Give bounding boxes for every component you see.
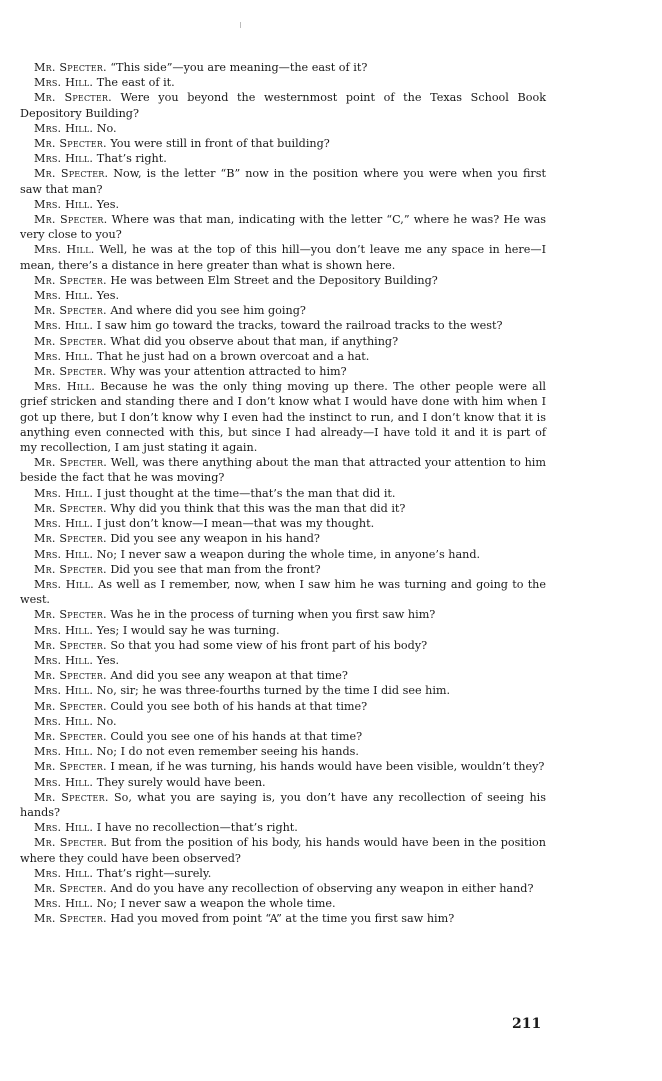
testimony-paragraph xyxy=(20,881,546,896)
speaker-text: No; I never saw a weapon the whole time. xyxy=(96,897,336,911)
speaker-text: Had you moved from point “A” at the time you first saw him? xyxy=(110,912,455,926)
speaker-label: Mr. Specter. xyxy=(34,273,107,287)
testimony-paragraph xyxy=(20,531,546,546)
speaker-label: Mr. Specter. xyxy=(34,638,107,652)
speaker-text: No. xyxy=(96,121,117,135)
speaker-label: Mr. Specter. xyxy=(34,836,108,850)
testimony-paragraph xyxy=(20,60,546,75)
speaker-text: And did you see any weapon at that time? xyxy=(110,669,348,683)
speaker-text: Well, he was at the top of this hill—you don’t leave me any space in here—I mean, there’s a distance in here greater than what is shown here. xyxy=(20,243,546,272)
speaker-label: Mr. Specter. xyxy=(34,790,109,804)
speaker-text: As well as I remember, now, when I saw him he was turning and going to the west. xyxy=(20,577,547,607)
speaker-label: Mr. Specter. xyxy=(34,912,107,926)
speaker-label: Mrs. Hill. xyxy=(34,577,94,591)
speaker-label: Mrs. Hill. xyxy=(34,623,94,637)
speaker-text: Now, is the letter “B” now in the position where you were when you first saw that man? xyxy=(20,167,546,196)
speaker-label: Mrs. Hill. xyxy=(34,289,94,303)
testimony-paragraph xyxy=(20,699,546,714)
testimony-paragraph xyxy=(20,607,546,622)
speaker-text: Yes. xyxy=(96,653,120,667)
speaker-text: I saw him go toward the tracks, toward the railroad tracks to the west? xyxy=(96,319,503,333)
speaker-text: And do you have any recollection of observing any weapon in either hand? xyxy=(110,881,534,895)
speaker-text: No, sir; he was three-fourths turned by the time I did see him. xyxy=(96,684,451,698)
speaker-text: Could you see one of his hands at that time? xyxy=(110,729,363,743)
speaker-label: Mrs. Hill. xyxy=(34,745,94,759)
speaker-text: I just don’t know—I mean—that was my thought. xyxy=(96,517,375,531)
speaker-label: Mrs. Hill. xyxy=(34,866,94,880)
speaker-text: They surely would have been. xyxy=(96,775,266,789)
speaker-text: Yes; I would say he was turning. xyxy=(96,623,280,637)
testimony-paragraph xyxy=(20,121,546,136)
speaker-label: Mr. Specter. xyxy=(34,167,109,181)
speaker-text: No. xyxy=(96,714,117,728)
speaker-text: Did you see any weapon in his hand? xyxy=(110,532,320,546)
testimony-paragraph xyxy=(20,516,546,531)
page-number: 211 xyxy=(512,1016,542,1032)
speaker-text: Yes. xyxy=(96,197,120,211)
testimony-paragraph xyxy=(20,151,546,166)
speaker-text: I just thought at the time—that’s the man that did it. xyxy=(96,486,396,500)
speaker-label: Mrs. Hill. xyxy=(34,653,94,667)
testimony-paragraph xyxy=(20,303,546,318)
testimony-paragraph xyxy=(20,775,546,790)
speaker-label: Mr. Specter. xyxy=(34,562,107,576)
testimony-paragraph xyxy=(20,835,546,865)
testimony-paragraph xyxy=(20,334,546,349)
speaker-text: Did you see that man from the front? xyxy=(110,562,321,576)
speaker-label: Mr. Specter. xyxy=(34,456,107,470)
testimony-paragraph xyxy=(20,638,546,653)
testimony-paragraph xyxy=(20,318,546,333)
speaker-label: Mr. Specter. xyxy=(34,532,107,546)
speaker-label: Mrs. Hill. xyxy=(34,197,94,211)
speaker-text: Well, was there anything about the man that attracted your attention to him beside the fact that he was moving? xyxy=(20,456,546,485)
speaker-text: The east of it. xyxy=(96,76,175,90)
speaker-label: Mrs. Hill. xyxy=(34,319,94,333)
testimony-paragraph xyxy=(20,166,546,196)
speaker-label: Mr. Specter. xyxy=(34,729,107,743)
testimony-paragraph xyxy=(20,714,546,729)
testimony-paragraph xyxy=(20,288,546,303)
speaker-text: He was between Elm Street and the Depository Building? xyxy=(110,273,438,287)
speaker-label: Mrs. Hill. xyxy=(34,897,94,911)
speaker-text: What did you observe about that man, if anything? xyxy=(110,334,399,348)
speaker-text: That’s right—surely. xyxy=(96,866,212,880)
speaker-text: Yes. xyxy=(96,289,120,303)
speaker-text: No; I do not even remember seeing his hands. xyxy=(96,745,359,759)
speaker-label: Mr. Specter. xyxy=(34,334,107,348)
speaker-label: Mrs. Hill. xyxy=(34,152,94,166)
speaker-text: And where did you see him going? xyxy=(110,304,306,318)
speaker-label: Mrs. Hill. xyxy=(34,121,94,135)
speaker-label: Mr. Specter. xyxy=(34,365,107,379)
speaker-label: Mr. Specter. xyxy=(34,760,107,774)
speaker-label: Mrs. Hill. xyxy=(34,486,94,500)
speaker-text: Could you see both of his hands at that time? xyxy=(110,699,368,713)
speaker-label: Mrs. Hill. xyxy=(34,775,94,789)
speaker-label: Mrs. Hill. xyxy=(34,547,94,561)
testimony-paragraph xyxy=(20,455,546,485)
speaker-text: I mean, if he was turning, his hands would have been visible, wouldn’t they? xyxy=(110,760,545,774)
speaker-label: Mrs. Hill. xyxy=(34,517,94,531)
testimony-paragraph xyxy=(20,90,546,120)
testimony-paragraph xyxy=(20,820,546,835)
speaker-text: I have no recollection—that’s right. xyxy=(96,821,298,835)
speaker-text: “This side”—you are meaning—the east of it? xyxy=(110,61,368,74)
speaker-label: Mrs. Hill. xyxy=(34,684,94,698)
testimony-paragraph xyxy=(20,623,546,638)
testimony-paragraph xyxy=(20,896,546,911)
speaker-label: Mrs. Hill. xyxy=(34,349,94,363)
testimony-paragraph xyxy=(20,212,546,242)
speaker-text: No; I never saw a weapon during the whole time, in anyone’s hand. xyxy=(96,547,481,561)
speaker-label: Mrs. Hill. xyxy=(34,76,94,90)
speaker-text: But from the position of his body, his hands would have been in the position where they could have been observed? xyxy=(20,836,547,865)
speaker-text: So that you had some view of his front part of his body? xyxy=(110,638,428,652)
testimony-paragraph xyxy=(20,197,546,212)
testimony-paragraph xyxy=(20,683,546,698)
speaker-text: Was he in the process of turning when you first saw him? xyxy=(110,608,436,622)
speaker-label: Mr. Specter. xyxy=(34,881,107,895)
testimony-paragraph xyxy=(20,379,546,455)
testimony-paragraph xyxy=(20,75,546,90)
speaker-text: Were you beyond the westernmost point of the Texas School Book Depository Building? xyxy=(20,91,546,120)
testimony-paragraph xyxy=(20,866,546,881)
testimony-paragraph xyxy=(20,349,546,364)
speaker-text: That he just had on a brown overcoat and a hat. xyxy=(96,349,370,363)
scan-mark xyxy=(240,22,241,28)
speaker-label: Mrs. Hill. xyxy=(34,380,95,394)
testimony-paragraph xyxy=(20,273,546,288)
testimony-paragraph xyxy=(20,759,546,774)
speaker-label: Mr. Specter. xyxy=(34,501,107,515)
speaker-label: Mr. Specter. xyxy=(34,669,107,683)
testimony-paragraph xyxy=(20,653,546,668)
speaker-text: Why was your attention attracted to him? xyxy=(110,365,347,379)
testimony-paragraph xyxy=(20,729,546,744)
testimony-paragraph xyxy=(20,486,546,501)
speaker-label: Mrs. Hill. xyxy=(34,821,94,835)
testimony-paragraph xyxy=(20,562,546,577)
speaker-label: Mr. Specter. xyxy=(34,213,108,227)
speaker-text: You were still in front of that building? xyxy=(110,137,330,151)
testimony-paragraph xyxy=(20,242,546,272)
speaker-text: Because he was the only thing moving up there. The other people were all grief stricken and standing there and I don’t know what I would have done with him when I got up there, but I don’t know why I even had the instinct to run, and I don’t know that it is anything even connected with this, but since I had already—I have told it and it is part of my recollection, I am just stating it again. xyxy=(20,380,546,455)
speaker-label: Mr. Specter. xyxy=(34,61,107,74)
testimony-paragraph xyxy=(20,136,546,151)
speaker-label: Mr. Specter. xyxy=(34,699,107,713)
speaker-label: Mr. Specter. xyxy=(34,608,107,622)
testimony-paragraph xyxy=(20,744,546,759)
testimony-paragraph xyxy=(20,577,546,607)
speaker-text: So, what you are saying is, you don’t have any recollection of seeing his hands? xyxy=(20,790,546,819)
testimony-paragraph xyxy=(20,790,546,820)
speaker-label: Mrs. Hill. xyxy=(34,714,94,728)
testimony-paragraph xyxy=(20,501,546,516)
speaker-label: Mr. Specter. xyxy=(34,91,112,105)
speaker-text: Why did you think that this was the man that did it? xyxy=(110,501,406,515)
speaker-label: Mr. Specter. xyxy=(34,137,107,151)
transcript-body xyxy=(20,60,546,927)
speaker-text: Where was that man, indicating with the letter “C,” where he was? He was very close to you? xyxy=(20,213,546,242)
testimony-paragraph xyxy=(20,668,546,683)
speaker-text: That’s right. xyxy=(96,152,167,166)
testimony-paragraph xyxy=(20,364,546,379)
speaker-label: Mrs. Hill. xyxy=(34,243,95,257)
testimony-paragraph xyxy=(20,547,546,562)
testimony-paragraph xyxy=(20,911,546,926)
speaker-label: Mr. Specter. xyxy=(34,304,107,318)
